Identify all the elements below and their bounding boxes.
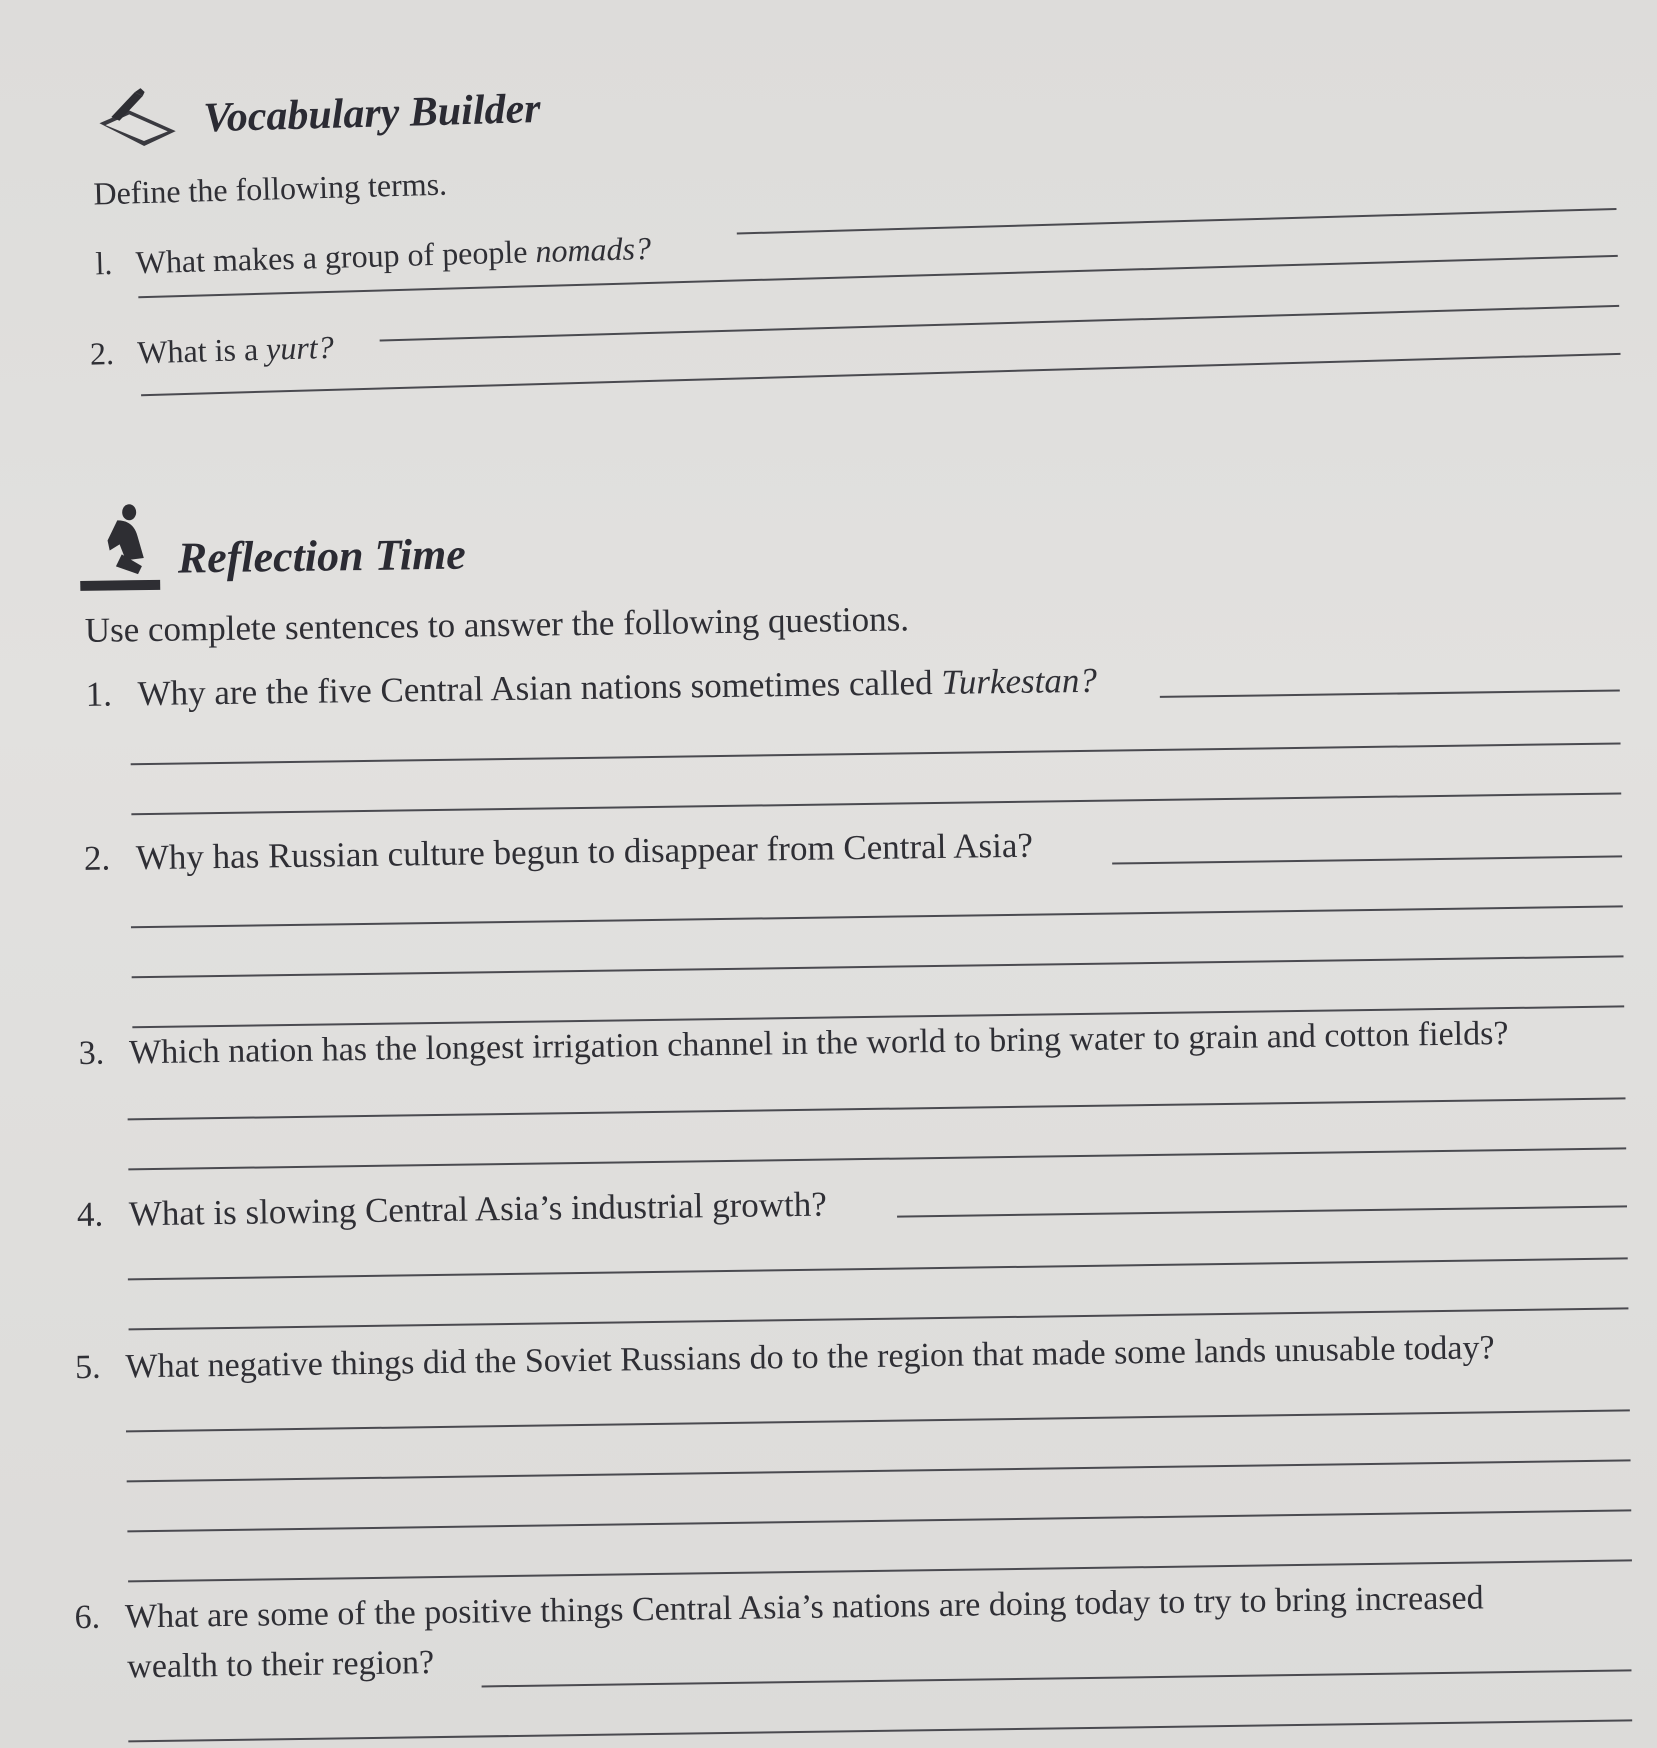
answer-line[interactable] [131,792,1621,815]
question-number: 5. [74,1348,101,1387]
answer-line[interactable] [131,742,1621,765]
answer-line[interactable] [128,1147,1626,1170]
question-term: nomads? [534,229,652,270]
reflection-question-5 [75,1329,1495,1387]
vocabulary-title: Vocabulary Builder [202,85,542,142]
answer-line[interactable] [128,1097,1626,1120]
question-number: 3. [78,1034,105,1073]
question-number: l. [94,244,113,282]
reflection-question-2 [84,826,1033,879]
reflection-question-4 [77,1185,827,1235]
question-text: What is slowing Central Asia’s industrial growth? [128,1184,828,1234]
answer-line[interactable] [897,1205,1627,1217]
question-number: 4. [76,1194,104,1235]
question-text: What is a [136,330,259,371]
answer-line[interactable] [127,1459,1631,1482]
answer-line[interactable] [482,1669,1632,1687]
question-number: 2. [83,838,111,878]
answer-line[interactable] [127,1509,1631,1532]
answer-line[interactable] [129,1307,1629,1330]
thinker-statue-icon [79,496,168,595]
question-term: Turkestan? [941,660,1098,702]
answer-line[interactable] [132,955,1624,978]
reflection-question-1 [85,661,1097,715]
question-number: 1. [85,674,113,714]
vocab-question-2 [89,329,334,373]
reflection-title: Reflection Time [177,529,467,583]
answer-line[interactable] [737,208,1617,235]
vocab-question-1 [95,230,652,283]
question-text: Why are the five Central Asian nations sometimes called [137,663,933,714]
answer-line[interactable] [128,1257,1628,1280]
pencil-book-icon [95,87,189,150]
question-text: What are some of the positive things Central Asia’s nations are doing today to try to bring increased [124,1579,1484,1636]
question-text: What negative things did the Soviet Russians do to the region that made some lands unusable today? [125,1329,1495,1386]
question-number: 2. [89,334,115,372]
vocabulary-instruction: Define the following terms. [92,165,448,212]
answer-line[interactable] [128,1559,1632,1582]
answer-line[interactable] [1160,689,1620,697]
answer-line[interactable] [128,1719,1632,1742]
question-text: What makes a group of people [135,233,528,281]
question-term: yurt? [265,328,335,367]
reflection-instruction: Use complete sentences to answer the following questions. [84,599,910,650]
reflection-question-6 [74,1579,1484,1637]
answer-line[interactable] [380,305,1620,342]
answer-line[interactable] [131,905,1623,928]
question-number: 6. [74,1598,101,1637]
answer-line[interactable] [141,353,1620,396]
reflection-question-6-continued: wealth to their region? [127,1644,435,1686]
answer-line[interactable] [1112,855,1622,864]
question-text: Which nation has the longest irrigation channel in the world to bring water to grain and cotton fields? [128,1015,1509,1072]
answer-line[interactable] [126,1409,1630,1432]
question-text: Why has Russian culture begun to disappear from Central Asia? [135,825,1034,878]
